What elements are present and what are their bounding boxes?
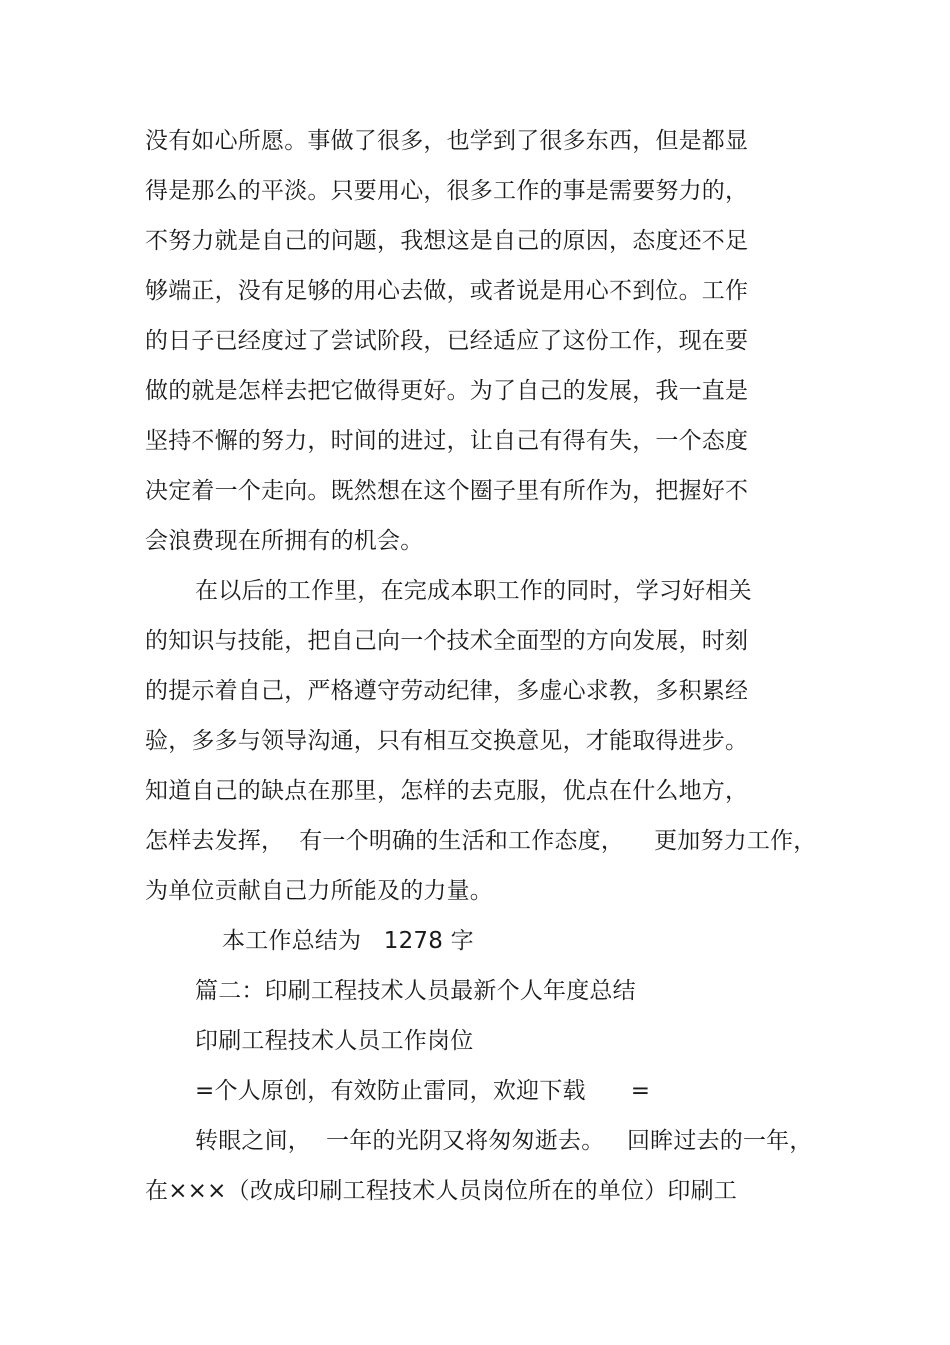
text-line: 做的就是怎样去把它做得更好。为了自己的发展，我一直是 (145, 378, 749, 404)
text-line: 知道自己的缺点在那里，怎样的去克服，优点在什么地方， (145, 778, 749, 804)
text-line: 的日子已经度过了尝试阶段，已经适应了这份工作，现在要 (145, 328, 749, 354)
text-line: 的知识与技能，把自己向一个技术全面型的方向发展，时刻 (145, 628, 749, 654)
word-count: 本工作总结为 1278 字 (222, 928, 474, 954)
text-line: 够端正，没有足够的用心去做，或者说是用心不到位。工作 (145, 278, 749, 304)
text-line: 会浪费现在所拥有的机会。 (145, 528, 424, 554)
text-line: 坚持不懈的努力，时间的进过，让自己有得有失，一个态度 (145, 428, 749, 454)
text-line: 在以后的工作里，在完成本职工作的同时，学习好相关 (195, 578, 752, 604)
subtitle: 印刷工程技术人员工作岗位 (195, 1028, 474, 1054)
text-line: 为单位贡献自己力所能及的力量。 (145, 878, 493, 904)
text-line: 决定着一个走向。既然想在这个圈子里有所作为，把握好不 (145, 478, 749, 504)
text-line: 在×××（改成印刷工程技术人员岗位所在的单位）印刷工 (145, 1178, 738, 1204)
text-line: 没有如心所愿。事做了很多，也学到了很多东西，但是都显 (145, 128, 749, 154)
section-title: 篇二：印刷工程技术人员最新个人年度总结 (195, 978, 636, 1004)
text-line: 不努力就是自己的问题，我想这是自己的原因，态度还不足 (145, 228, 749, 254)
text-line: 转眼之间， 一年的光阴又将匆匆逝去。 回眸过去的一年， (195, 1128, 813, 1154)
text-line: 得是那么的平淡。只要用心，很多工作的事是需要努力的， (145, 178, 749, 204)
text-line: 怎样去发挥， 有一个明确的生活和工作态度， 更加努力工作， (145, 828, 817, 854)
notice-line: =个人原创，有效防止雷同，欢迎下载 = (195, 1078, 651, 1104)
text-line: 的提示着自己，严格遵守劳动纪律，多虚心求教，多积累经 (145, 678, 749, 704)
text-line: 验，多多与领导沟通，只有相互交换意见，才能取得进步。 (145, 728, 749, 754)
